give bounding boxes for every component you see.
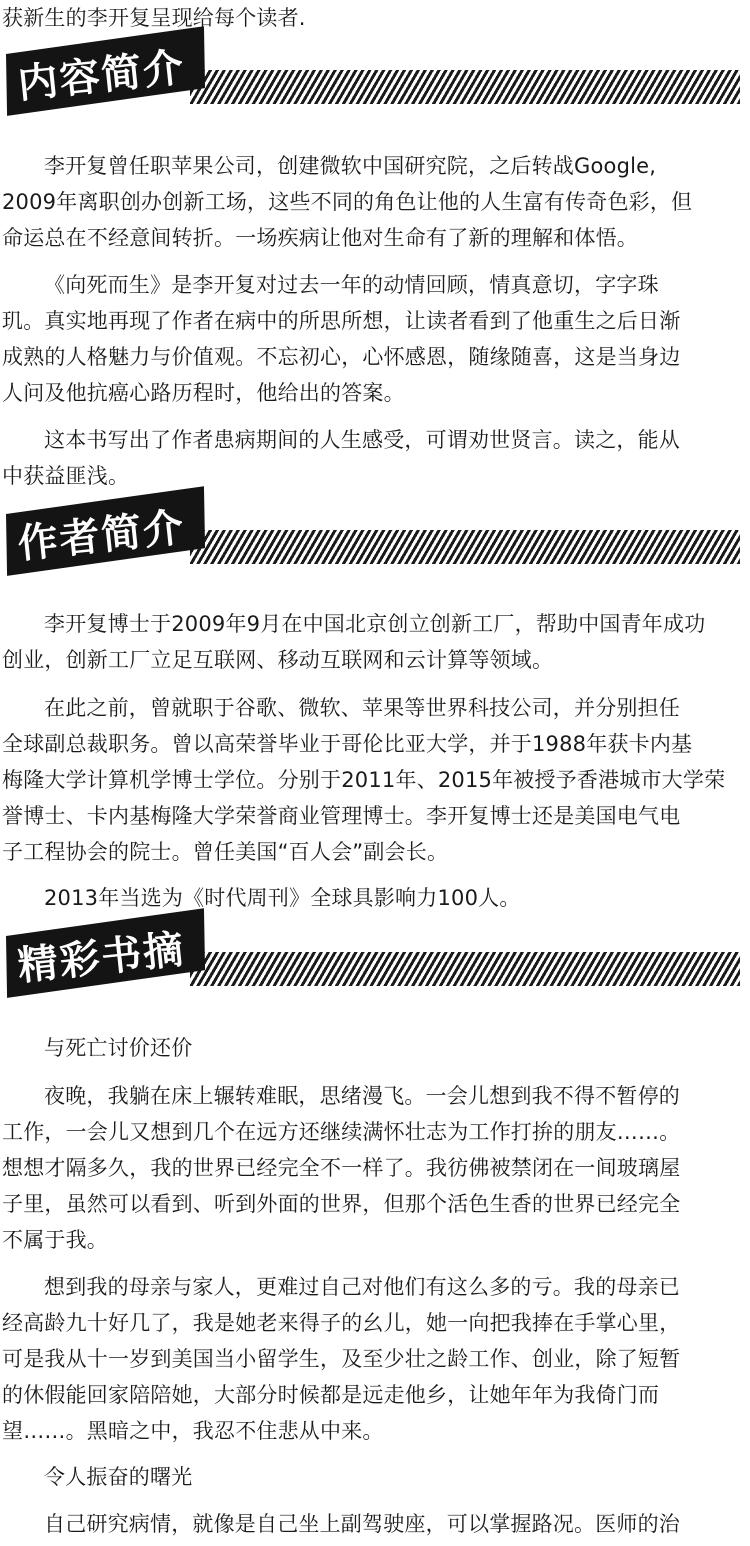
paragraph-line: 可是我从十一岁到美国当小留学生，及至少壮之龄工作、创业，除了短暂 <box>2 1347 681 1371</box>
section-header-content-summary <box>0 44 750 138</box>
paragraph-line: 命运总在不经意间转折。一场疾病让他对生命有了新的理解和体悟。 <box>2 226 638 250</box>
paragraph-line: 玑。真实地再现了作者在病中的所思所想，让读者看到了他重生之后日渐 <box>2 309 681 333</box>
paragraph-line: 人问及他抗癌心路历程时，他给出的答案。 <box>2 381 405 405</box>
paragraph-line: 望……。黑暗之中，我忍不住悲从中来。 <box>2 1419 384 1443</box>
paragraph-line: 工作，一会儿又想到几个在远方还继续满怀壮志为工作打拚的朋友……。 <box>2 1120 681 1144</box>
striped-banner <box>190 952 740 986</box>
section-header-excerpt <box>0 926 750 1020</box>
section-title: 内容简介 <box>15 44 188 108</box>
section-title: 作者简介 <box>15 504 188 568</box>
paragraph-line: 2013年当选为《时代周刊》全球具影响力100人。 <box>44 886 521 910</box>
paragraph-line: 誉博士、卡内基梅隆大学荣誉商业管理博士。李开复博士还是美国电气电 <box>2 804 681 828</box>
paragraph-line: 夜晚，我躺在床上辗转难眠，思绪漫飞。一会儿想到我不得不暂停的 <box>44 1084 680 1108</box>
paragraph-line: 自己研究病情，就像是自己坐上副驾驶座，可以掌握路况。医师的治 <box>44 1512 680 1536</box>
section-title: 精彩书摘 <box>15 926 188 990</box>
striped-banner <box>190 70 740 104</box>
paragraph-line: 子里，虽然可以看到、听到外面的世界，但那个活色生香的世界已经完全 <box>2 1192 681 1216</box>
paragraph-line: 李开复博士于2009年9月在中国北京创立创新工厂，帮助中国青年成功 <box>44 612 706 636</box>
intro-tail-text: 获新生的李开复呈现给每个读者. <box>2 6 306 30</box>
paragraph-line: 在此之前，曾就职于谷歌、微软、苹果等世界科技公司，并分别担任 <box>44 696 680 720</box>
paragraph-line: 不属于我。 <box>2 1228 108 1252</box>
paragraph-line: 想到我的母亲与家人，更难过自己对他们有这么多的亏。我的母亲已 <box>44 1275 680 1299</box>
paragraph-line: 全球副总裁职务。曾以高荣誉毕业于哥伦比亚大学，并于1988年获卡内基 <box>2 732 693 756</box>
paragraph-line: 经高龄九十好几了，我是她老来得子的幺儿，她一向把我捧在手掌心里， <box>2 1311 681 1335</box>
paragraph-line: 《向死而生》是李开复对过去一年的动情回顾，情真意切，字字珠 <box>44 273 659 297</box>
paragraph-line: 的休假能回家陪陪她，大部分时候都是远走他乡，让她年年为我倚门而 <box>2 1383 660 1407</box>
paragraph-line: 2009年离职创办创新工场，这些不同的角色让他的人生富有传奇色彩，但 <box>2 190 693 214</box>
excerpt-subheading: 与死亡讨价还价 <box>44 1036 193 1060</box>
paragraph-line: 成熟的人格魅力与价值观。不忘初心，心怀感恩，随缘随喜，这是当身边 <box>2 345 681 369</box>
paragraph-line: 创业，创新工厂立足互联网、移动互联网和云计算等领域。 <box>2 648 554 672</box>
paragraph-line: 中获益匪浅。 <box>2 464 130 488</box>
paragraph-line: 这本书写出了作者患病期间的人生感受，可谓劝世贤言。读之，能从 <box>44 428 680 452</box>
excerpt-subheading: 令人振奋的曙光 <box>44 1465 193 1489</box>
striped-banner <box>190 530 740 564</box>
paragraph-line: 梅隆大学计算机学博士学位。分别于2011年、2015年被授予香港城市大学荣 <box>2 768 726 792</box>
paragraph-line: 李开复曾任职苹果公司，创建微软中国研究院，之后转战Google, <box>44 154 657 178</box>
paragraph-line: 子工程协会的院士。曾任美国“百人会”副会长。 <box>2 840 449 864</box>
section-header-author-bio <box>0 504 750 598</box>
paragraph-line: 想想才隔多久，我的世界已经完全不一样了。我彷佛被禁闭在一间玻璃屋 <box>2 1156 681 1180</box>
